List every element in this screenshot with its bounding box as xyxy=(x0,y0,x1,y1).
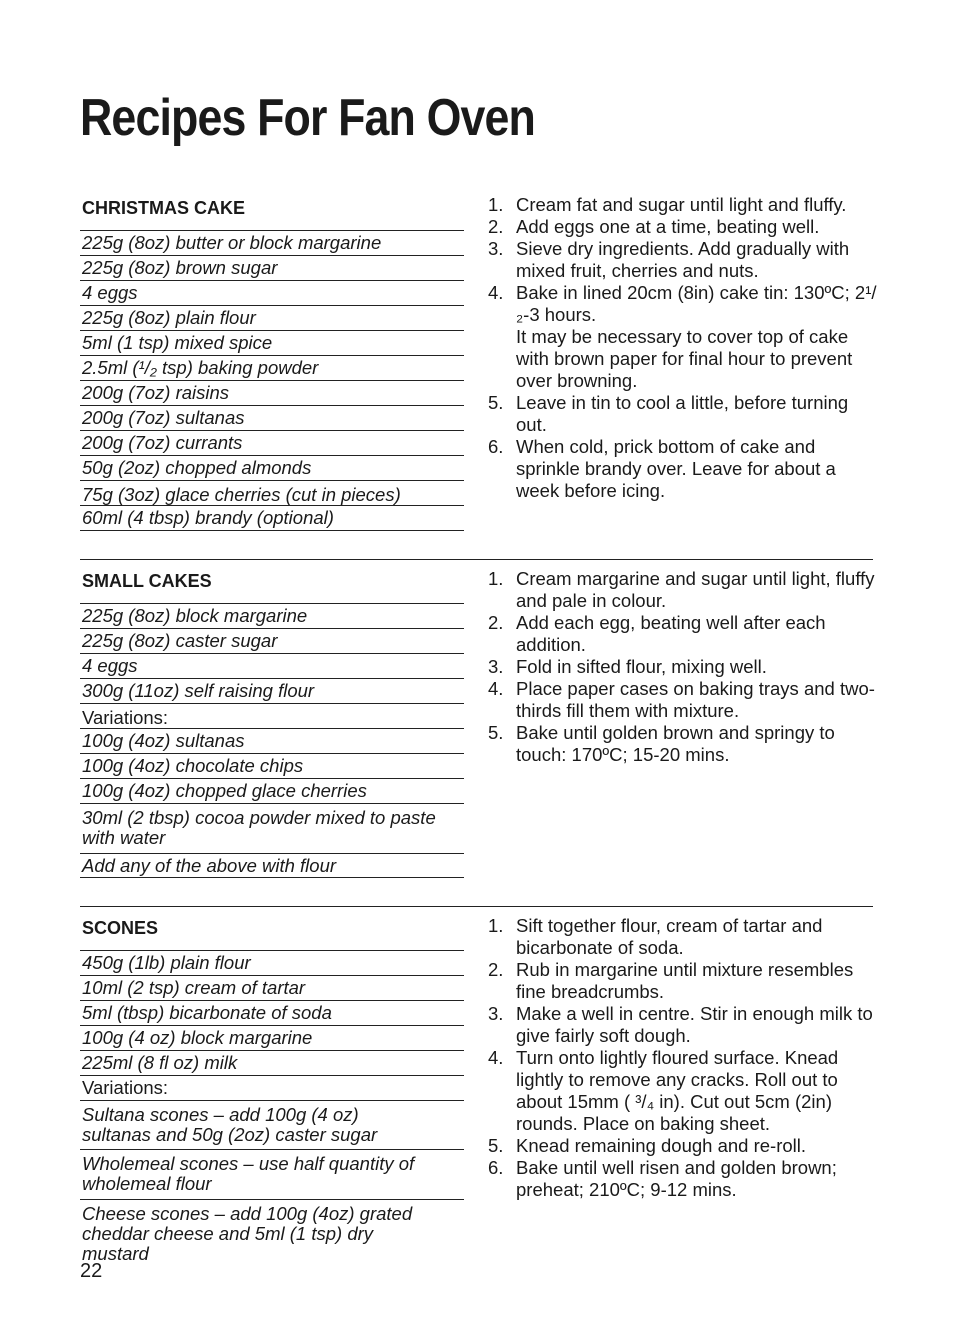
method-step: 2. Rub in margarine until mixture resembles fine breadcrumbs. xyxy=(488,959,854,1002)
ingredient-list xyxy=(80,603,464,878)
ingredient-list xyxy=(80,950,464,1270)
ingredients-column xyxy=(80,197,464,531)
page-title: Recipes For Fan Oven xyxy=(80,89,535,147)
method-steps xyxy=(488,194,878,502)
ingredient-row: 100g (4oz) chopped glace cherries xyxy=(80,779,464,804)
ingredient-row: Cheese scones – add 100g (4oz) grated cheddar cheese and 5ml (1 tsp) dry mustard xyxy=(82,1203,413,1264)
ingredient-row: 100g (4 oz) block margarine xyxy=(80,1026,464,1051)
ingredient-row: 4 eggs xyxy=(80,654,464,679)
ingredient-row: Add any of the above with flour xyxy=(80,854,464,878)
ingredient-row: 2.5ml (¹/₂ tsp) baking powder xyxy=(80,356,464,381)
ingredient-row: 50g (2oz) chopped almonds xyxy=(80,456,464,481)
ingredient-row: 225g (8oz) block margarine xyxy=(80,604,464,629)
recipe-heading: SMALL CAKES xyxy=(82,571,212,591)
ingredients-column xyxy=(80,570,464,878)
method-step: 4. Bake in lined 20cm (8in) cake tin: 130ºC; 2¹/₂-3 hours. It may be necessary to cover top of cake with brown paper for final hour to prevent over browning. xyxy=(488,282,877,391)
ingredient-row: 225g (8oz) plain flour xyxy=(80,306,464,331)
ingredient-row: 200g (7oz) currants xyxy=(80,431,464,456)
ingredient-row: Wholemeal scones – use half quantity of wholemeal flour xyxy=(80,1150,464,1200)
ingredient-row: 10ml (2 tsp) cream of tartar xyxy=(80,976,464,1001)
ingredient-row: 5ml (1 tsp) mixed spice xyxy=(80,331,464,356)
method-step: 2. Add eggs one at a time, beating well. xyxy=(488,216,820,237)
ingredient-row: 200g (7oz) sultanas xyxy=(80,406,464,431)
method-step: 1. Cream margarine and sugar until light, fluffy and pale in colour. xyxy=(488,568,875,611)
ingredient-row: 75g (3oz) glace cherries (cut in pieces) xyxy=(80,481,464,506)
variations-label: Variations: xyxy=(80,1076,464,1101)
ingredient-row: Sultana scones – add 100g (4 oz) sultanas and 50g (2oz) caster sugar xyxy=(80,1101,464,1150)
method-step: 2. Add each egg, beating well after each addition. xyxy=(488,612,826,655)
ingredient-row: 225g (8oz) butter or block margarine xyxy=(80,231,464,256)
ingredient-row: 100g (4oz) sultanas xyxy=(80,729,464,754)
ingredients-column xyxy=(80,917,464,1270)
ingredient-row: 225g (8oz) caster sugar xyxy=(80,629,464,654)
ingredient-row: 30ml (2 tbsp) cocoa powder mixed to paste with water xyxy=(80,804,464,854)
method-step: 3. Fold in sifted flour, mixing well. xyxy=(488,656,767,677)
ingredient-row: 300g (11oz) self raising flour xyxy=(80,679,464,704)
method-step: 3. Make a well in centre. Stir in enough milk to give fairly soft dough. xyxy=(488,1003,873,1046)
ingredient-list xyxy=(80,230,464,531)
method-step: 5. Knead remaining dough and re-roll. xyxy=(488,1135,807,1156)
ingredient-row: 60ml (4 tbsp) brandy (optional) xyxy=(80,506,464,531)
recipe-heading: SCONES xyxy=(82,918,159,938)
recipe-scones xyxy=(80,906,873,1264)
method-step: 6. When cold, prick bottom of cake and sprinkle brandy over. Leave for about a week before icing. xyxy=(488,436,836,501)
method-step: 4. Turn onto lightly floured surface. Knead lightly to remove any cracks. Roll out to about 15mm ( ³/₄ in). Cut out 5cm (2in) rounds. Place on baking sheet. xyxy=(488,1047,839,1134)
page-number: 22 xyxy=(80,1260,103,1282)
ingredient-row: 450g (1lb) plain flour xyxy=(80,951,464,976)
ingredient-row: 4 eggs xyxy=(80,281,464,306)
variations-label: Variations: xyxy=(80,704,464,729)
method-step: 3. Sieve dry ingredients. Add gradually with mixed fruit, cherries and nuts. xyxy=(488,238,850,281)
method-step: 4. Place paper cases on baking trays and two-thirds fill them with mixture. xyxy=(488,678,875,721)
ingredient-row: 100g (4oz) chocolate chips xyxy=(80,754,464,779)
recipe-small-cakes xyxy=(80,559,875,876)
ingredient-row: 225ml (8 fl oz) milk xyxy=(80,1051,464,1076)
recipe-heading: CHRISTMAS CAKE xyxy=(82,198,246,218)
method-step: 6. Bake until well risen and golden brown; preheat; 210ºC; 9-12 mins. xyxy=(488,1157,837,1200)
method-step: 5. Bake until golden brown and springy to touch: 170ºC; 15-20 mins. xyxy=(488,722,835,765)
method-step: 1. Sift together flour, cream of tartar and bicarbonate of soda. xyxy=(488,915,823,958)
ingredient-row: 225g (8oz) brown sugar xyxy=(80,256,464,281)
ingredient-row: 200g (7oz) raisins xyxy=(80,381,464,406)
ingredient-row: 5ml (tbsp) bicarbonate of soda xyxy=(80,1001,464,1026)
method-steps xyxy=(488,915,888,1201)
method-steps xyxy=(488,568,878,766)
method-step: 5. Leave in tin to cool a little, before turning out. xyxy=(488,392,849,435)
method-step: 1. Cream fat and sugar until light and fluffy. xyxy=(488,194,847,215)
